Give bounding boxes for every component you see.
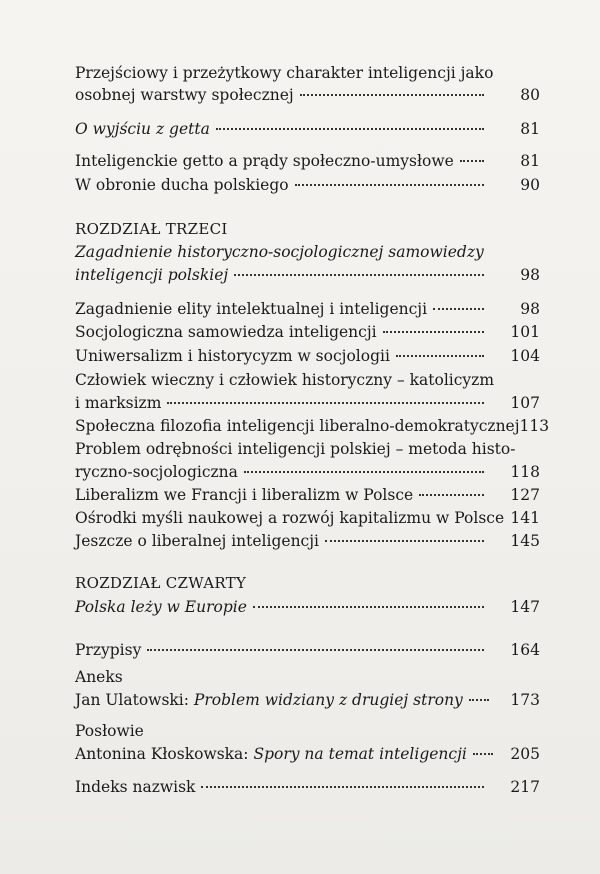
chapter-title: inteligencji polskiej 98 bbox=[75, 266, 540, 284]
leader-dots bbox=[383, 331, 484, 333]
page-number: 205 bbox=[510, 745, 540, 763]
leader-dots bbox=[433, 308, 484, 310]
toc-entry: Jan Ulatowski: Problem widziany z drugiej strony 173 bbox=[75, 691, 540, 709]
toc-entry: i marksizm 107 bbox=[75, 394, 540, 412]
leader-dots bbox=[419, 494, 484, 496]
toc-entry: Ośrodki myśli naukowej a rozwój kapitalizmu w Polsce 141 bbox=[75, 509, 540, 527]
chapter-heading: ROZDZIAŁ TRZECI bbox=[75, 220, 228, 238]
page-number: 127 bbox=[510, 486, 540, 504]
leader-dots bbox=[234, 274, 484, 276]
page-number: 98 bbox=[520, 300, 540, 318]
toc-entry: Uniwersalizm i historycyzm w socjologii 104 bbox=[75, 347, 540, 365]
toc-entry: ryczno-socjologiczna 118 bbox=[75, 463, 540, 481]
page-number: 173 bbox=[510, 691, 540, 709]
leader-dots bbox=[216, 128, 484, 130]
page-number: 147 bbox=[510, 598, 540, 616]
toc-entry: Antonina Kłoskowska: Spory na temat inteligencji 205 bbox=[75, 745, 540, 763]
toc-entry: Indeks nazwisk 217 bbox=[75, 778, 540, 796]
leader-dots bbox=[469, 699, 489, 701]
page-number: 90 bbox=[520, 176, 540, 194]
leader-dots bbox=[473, 753, 493, 755]
toc-entry-line: Problem odrębności inteligencji polskiej – metoda histo- bbox=[75, 440, 516, 458]
toc-entry: Inteligenckie getto a prądy społeczno-umysłowe 81 bbox=[75, 152, 540, 170]
leader-dots bbox=[460, 160, 484, 162]
toc-entry: Społeczna filozofia inteligencji liberalno-demokratycznej 113 bbox=[75, 417, 550, 435]
leader-dots bbox=[167, 402, 484, 404]
page-number: 107 bbox=[510, 394, 540, 412]
page-number: 104 bbox=[510, 347, 540, 365]
toc-entry: osobnej warstwy społecznej 80 bbox=[75, 86, 540, 104]
chapter-title-line: Zagadnienie historyczno-socjologicznej samowiedzy bbox=[75, 243, 484, 261]
page-number: 217 bbox=[510, 778, 540, 796]
toc-entry: Zagadnienie elity intelektualnej i inteligencji 98 bbox=[75, 300, 540, 318]
section-label: Posłowie bbox=[75, 722, 144, 740]
section-label: Aneks bbox=[75, 668, 123, 686]
page-number: 141 bbox=[510, 509, 540, 527]
leader-dots bbox=[253, 606, 484, 608]
toc-entry: O wyjściu z getta 81 bbox=[75, 120, 540, 138]
page-number: 164 bbox=[510, 641, 540, 659]
page-number: 81 bbox=[520, 152, 540, 170]
toc-entry-line: Przejściowy i przeżytkowy charakter inteligencji jako bbox=[75, 64, 494, 82]
toc-entry: Liberalizm we Francji i liberalizm w Polsce 127 bbox=[75, 486, 540, 504]
page-number: 118 bbox=[510, 463, 540, 481]
page-number: 145 bbox=[510, 532, 540, 550]
toc-entry: W obronie ducha polskiego 90 bbox=[75, 176, 540, 194]
page-number: 81 bbox=[520, 120, 540, 138]
chapter-heading: ROZDZIAŁ CZWARTY bbox=[75, 574, 247, 592]
leader-dots bbox=[396, 355, 484, 357]
toc-entry-line: Człowiek wieczny i człowiek historyczny – katolicyzm bbox=[75, 371, 495, 389]
toc-entry: Socjologiczna samowiedza inteligencji 101 bbox=[75, 323, 540, 341]
page-number: 101 bbox=[510, 323, 540, 341]
leader-dots bbox=[147, 649, 484, 651]
leader-dots bbox=[295, 184, 484, 186]
leader-dots bbox=[325, 540, 484, 542]
toc-entry: Jeszcze o liberalnej inteligencji 145 bbox=[75, 532, 540, 550]
leader-dots bbox=[300, 94, 484, 96]
toc-entry: Przypisy 164 bbox=[75, 641, 540, 659]
page-number: 80 bbox=[520, 86, 540, 104]
page-number: 98 bbox=[520, 266, 540, 284]
chapter-title: Polska leży w Europie 147 bbox=[75, 598, 540, 616]
page-number: 113 bbox=[519, 417, 550, 435]
leader-dots bbox=[244, 471, 484, 473]
leader-dots bbox=[201, 786, 484, 788]
